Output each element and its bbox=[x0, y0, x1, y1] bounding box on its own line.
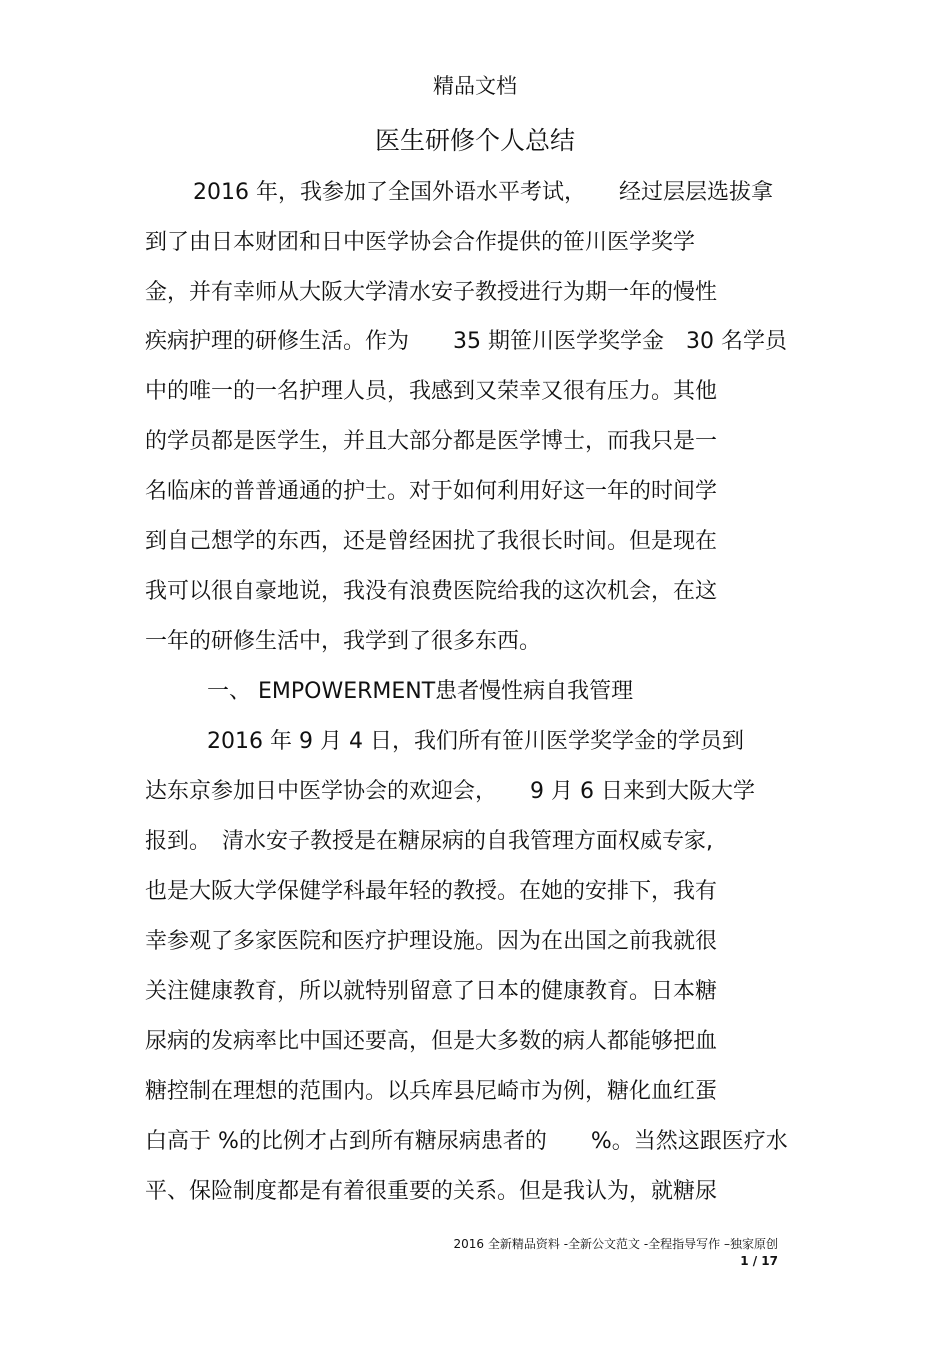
body-line: 也是大阪大学保健学科最年轻的教授。在她的安排下，我有 bbox=[145, 879, 718, 904]
body-line: 2016 年，我参加了全国外语水平考试， 经过层层选拔拿 bbox=[193, 180, 773, 205]
page-number: 1 / 17 bbox=[740, 1254, 778, 1268]
body-line: 的学员都是医学生，并且大部分都是医学博士，而我只是一 bbox=[145, 429, 718, 454]
body-line: 到自己想学的东西，还是曾经困扰了我很长时间。但是现在 bbox=[145, 529, 718, 554]
body-line: 糖控制在理想的范围内。以兵库县尼崎市为例，糖化血红蛋 bbox=[145, 1079, 718, 1104]
section-heading: 一、 EMPOWERMENT患者慢性病自我管理 bbox=[207, 679, 634, 704]
body-line: 尿病的发病率比中国还要高，但是大多数的病人都能够把血 bbox=[145, 1029, 718, 1054]
body-line: 中的唯一的一名护理人员，我感到又荣幸又很有压力。其他 bbox=[145, 379, 718, 404]
body-line: 金，并有幸师从大阪大学清水安子教授进行为期一年的慢性 bbox=[145, 280, 718, 305]
body-line: 到了由日本财团和日中医学协会合作提供的笹川医学奖学 bbox=[145, 230, 696, 255]
body-line: 平、保险制度都是有着很重要的关系。但是我认为，就糖尿 bbox=[145, 1179, 718, 1204]
page-footer: 2016 全新精品资料 -全新公文范文 -全程指导写作 –独家原创 bbox=[453, 1237, 778, 1251]
body-line: 疾病护理的研修生活。作为 35 期笹川医学奖学金 30 名学员 bbox=[145, 329, 787, 354]
body-line: 幸参观了多家医院和医疗护理设施。因为在出国之前我就很 bbox=[145, 929, 718, 954]
body-line: 名临床的普普通通的护士。对于如何利用好这一年的时间学 bbox=[145, 479, 718, 504]
body-line: 关注健康教育，所以就特别留意了日本的健康教育。日本糖 bbox=[145, 979, 718, 1004]
body-line: 一年的研修生活中，我学到了很多东西。 bbox=[145, 629, 542, 654]
body-line: 达东京参加日中医学协会的欢迎会， 9 月 6 日来到大阪大学 bbox=[145, 779, 755, 804]
body-line: 报到。 清水安子教授是在糖尿病的自我管理方面权威专家, bbox=[145, 829, 713, 854]
body-line: 白高于 %的比例才占到所有糖尿病患者的 %。当然这跟医疗水 bbox=[145, 1129, 788, 1154]
body-line: 2016 年 9 月 4 日，我们所有笹川医学奖学金的学员到 bbox=[207, 729, 744, 754]
document-title: 医生研修个人总结 bbox=[374, 126, 575, 155]
document-header: 精品文档 bbox=[433, 74, 517, 98]
body-line: 我可以很自豪地说，我没有浪费医院给我的这次机会，在这 bbox=[145, 579, 718, 604]
